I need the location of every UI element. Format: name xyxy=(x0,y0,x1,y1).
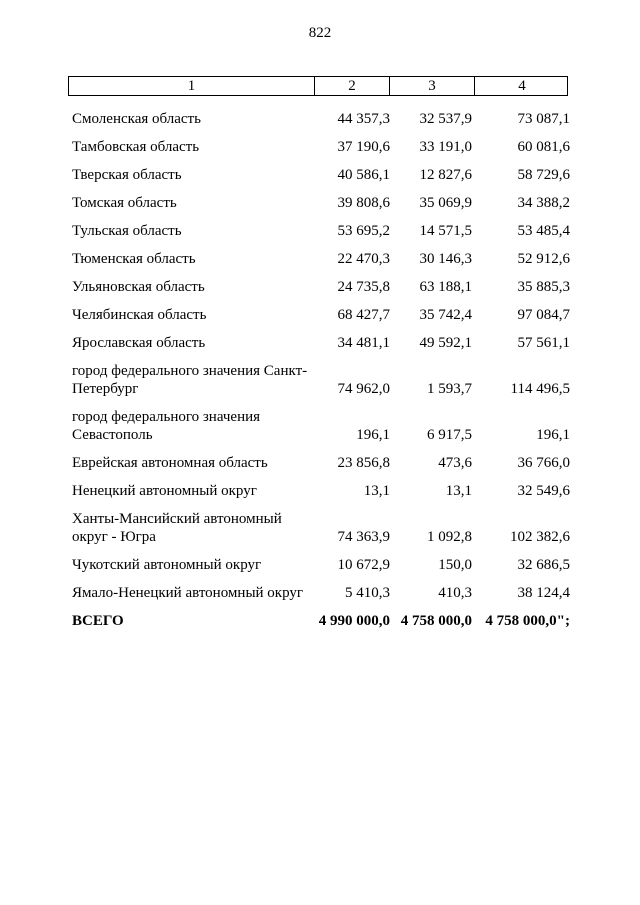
value-col-3: 1 593,7 xyxy=(427,381,472,397)
column-header-4: 4 xyxy=(474,77,569,95)
value-col-2: 13,1 xyxy=(363,483,390,499)
table-row xyxy=(72,500,570,546)
value-col-2: 40 586,1 xyxy=(337,167,390,183)
value-col-4: 34 388,2 xyxy=(517,195,570,211)
value-col-4: 102 382,6 xyxy=(510,529,570,545)
table-row xyxy=(72,574,570,602)
value-col-2: 196,1 xyxy=(356,427,390,443)
value-col-4: 73 087,1 xyxy=(517,111,570,127)
total-col-3: 4 758 000,0 xyxy=(400,613,472,629)
value-col-4: 196,1 xyxy=(536,427,570,443)
value-col-4: 60 081,6 xyxy=(517,139,570,155)
region-name: Ярославская область xyxy=(72,335,206,351)
value-col-2: 53 695,2 xyxy=(337,223,390,239)
value-col-2: 37 190,6 xyxy=(337,139,390,155)
column-header-3: 3 xyxy=(389,77,474,95)
table-row xyxy=(72,546,570,574)
region-name: Ямало-Ненецкий автономный округ xyxy=(72,585,304,601)
value-col-3: 32 537,9 xyxy=(419,111,472,127)
table-row xyxy=(72,184,570,212)
region-name: Тюменская область xyxy=(72,251,196,267)
value-col-3: 1 092,8 xyxy=(427,529,472,545)
table-header-row xyxy=(68,76,568,96)
value-col-2: 24 735,8 xyxy=(337,279,390,295)
column-header-2: 2 xyxy=(314,77,389,95)
table-row xyxy=(72,296,570,324)
value-col-2: 68 427,7 xyxy=(337,307,390,323)
table-row xyxy=(72,398,570,444)
region-name: Тверская область xyxy=(72,167,182,183)
region-name: город федерального значения Санкт-Петербург xyxy=(72,363,308,397)
region-name: город федерального значения Севастополь xyxy=(72,409,261,443)
value-col-2: 34 481,1 xyxy=(337,335,390,351)
table-row xyxy=(72,100,570,128)
value-col-3: 33 191,0 xyxy=(419,139,472,155)
value-col-4: 58 729,6 xyxy=(517,167,570,183)
value-col-4: 36 766,0 xyxy=(517,455,570,471)
column-header-1: 1 xyxy=(187,78,196,94)
value-col-4: 57 561,1 xyxy=(517,335,570,351)
value-col-3: 410,3 xyxy=(438,585,472,601)
value-col-2: 74 363,9 xyxy=(337,529,390,545)
region-name: Томская область xyxy=(72,195,177,211)
value-col-4: 114 496,5 xyxy=(510,381,570,397)
total-col-4: 4 758 000,0"; xyxy=(485,613,570,629)
value-col-3: 49 592,1 xyxy=(419,335,472,351)
value-col-3: 6 917,5 xyxy=(427,427,472,443)
region-name: Смоленская область xyxy=(72,111,201,127)
value-col-3: 473,6 xyxy=(438,455,472,471)
page-number: 822 xyxy=(308,25,332,41)
value-col-4: 97 084,7 xyxy=(517,307,570,323)
table-row xyxy=(72,156,570,184)
value-col-2: 10 672,9 xyxy=(337,557,390,573)
value-col-3: 30 146,3 xyxy=(419,251,472,267)
table-row xyxy=(72,444,570,472)
value-col-3: 12 827,6 xyxy=(419,167,472,183)
total-col-2: 4 990 000,0 xyxy=(318,613,390,629)
value-col-3: 63 188,1 xyxy=(419,279,472,295)
value-col-4: 38 124,4 xyxy=(517,585,570,601)
region-name: Ненецкий автономный округ xyxy=(72,483,257,499)
total-row xyxy=(72,602,570,630)
value-col-4: 32 549,6 xyxy=(517,483,570,499)
region-name: Еврейская автономная область xyxy=(72,455,268,471)
total-label: ВСЕГО xyxy=(72,613,124,629)
value-col-3: 35 742,4 xyxy=(419,307,472,323)
region-name: Чукотский автономный округ xyxy=(72,557,262,573)
value-col-3: 14 571,5 xyxy=(419,223,472,239)
value-col-3: 35 069,9 xyxy=(419,195,472,211)
region-name: Тамбовская область xyxy=(72,139,200,155)
value-col-2: 23 856,8 xyxy=(337,455,390,471)
table-row xyxy=(72,324,570,352)
table-row xyxy=(72,268,570,296)
value-col-4: 53 485,4 xyxy=(517,223,570,239)
table-row xyxy=(72,240,570,268)
value-col-4: 32 686,5 xyxy=(517,557,570,573)
table-row xyxy=(72,212,570,240)
value-col-2: 22 470,3 xyxy=(337,251,390,267)
value-col-3: 150,0 xyxy=(438,557,472,573)
table-row xyxy=(72,472,570,500)
value-col-2: 44 357,3 xyxy=(337,111,390,127)
value-col-4: 52 912,6 xyxy=(517,251,570,267)
table-body xyxy=(72,100,570,630)
value-col-3: 13,1 xyxy=(445,483,472,499)
region-name: Тульская область xyxy=(72,223,182,239)
region-name: Ульяновская область xyxy=(72,279,205,295)
value-col-2: 74 962,0 xyxy=(337,381,390,397)
table-row xyxy=(72,352,570,398)
region-name: Челябинская область xyxy=(72,307,207,323)
table-row xyxy=(72,128,570,156)
value-col-2: 39 808,6 xyxy=(337,195,390,211)
region-name: Ханты-Мансийский автономный округ - Югра xyxy=(72,511,282,545)
value-col-4: 35 885,3 xyxy=(517,279,570,295)
value-col-2: 5 410,3 xyxy=(345,585,390,601)
